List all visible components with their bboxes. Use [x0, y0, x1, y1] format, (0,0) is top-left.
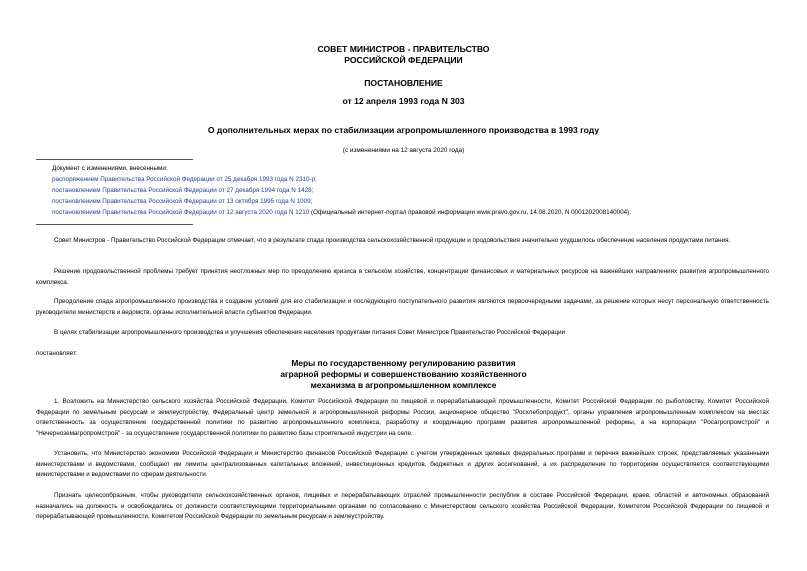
paragraph: Преодоление спада агропромышленного производства и создание условий для его стабилизации и последующего поступательного развития являются первоочередными задачами, за решение которых несут персональную ответственность руководители министерств и ведомств, органы исполнительной власти субъектов Федерации.	[36, 298, 769, 316]
amended-note: (с изменениями на 12 августа 2020 года)	[342, 147, 465, 154]
amendment-link[interactable]: постановлением Правительства Российской Федерации от 27 декабря 1994 года N 1428;	[52, 187, 314, 194]
issuer-line-2: РОССИЙСКОЙ ФЕДЕРАЦИИ	[344, 55, 463, 65]
resolution-word: постановляет:	[36, 350, 78, 357]
amendment-source: (Официальный интернет-портал правовой информации www.pravo.gov.ru, 14.08.2020, N 0001202008140004).	[309, 209, 632, 216]
amendments-list	[52, 163, 772, 218]
paragraph: Признать целесообразным, чтобы руководители сельскохозяйственных органов, пищевых и перерабатывающих отраслей промышленности республик в составе Российской Федерации, краев, областей и автономных образований назначались на должность и освобождались от должности соответствующими территориальными органами по согласованию с Министерством сельского хозяйства Российской Федерации, Комитетом Российской Федерации по пищевой и перерабатывающей промышленности, Комитетом Российской Федерации по земельным ресурсам и землеустройству.	[36, 492, 769, 520]
amendment-item	[52, 185, 772, 196]
paragraph: Установить, что Министерство экономики Российской Федерации и Министерство финансов Российской Федерации с учетом утвержденных целевых федеральных программ и перечня важнейших строек, представляемых указанными министерствами и ведомствами, сообщают им лимиты централизованных капитальных вложений, инвестиционных кредитов, бюджетных и других ассигнований, а их распределение по территориям осуществляется соответствующими министерствами и ведомствами по сферам деятельности.	[36, 450, 769, 478]
paragraph: 1. Возложить на Министерство сельского хозяйства Российской Федерации, Комитет Российской Федерации по пищевой и перерабатывающей промышленности, Комитет Российской Федерации по рыболовству, Комитет Российской Федерации по земельным ресурсам и землеустройству, Федеральный центр земельной и агропромышленной реформы России, акционерное общество "Росхлебопродукт", органы управления агропромышленным комплексом на местах ответственность за осуществление государственной политики по развитию агропромышленного комплекса, разработку и координацию программ развития агропромышленной реформы, а на корпорации "Росагропромстрой" и "Нечерноземагропромстрой" - за осуществление государственной политики по развитию базы строительной индустрии на селе.	[36, 398, 769, 437]
section-title: Меры по государственному регулированию развития аграрной реформы и совершенствованию хозяйственного механизма в агропромышленном комплексе	[280, 358, 527, 390]
paragraph: Совет Министров - Правительство Российской Федерации отмечает, что в результате спада производства сельскохозяйственной продукции и продовольствия значительно ухудшилось обеспечение населения продуктами питания.	[54, 237, 731, 244]
amendment-link[interactable]: распоряжением Правительства Российской Федерации от 25 декабря 1993 года N 2310-р;	[52, 176, 317, 183]
amendment-link[interactable]: постановлением Правительства Российской Федерации от 12 августа 2020 года N 1210	[52, 209, 310, 216]
amendment-item	[52, 174, 772, 185]
amendments-intro: Документ с изменениями, внесенными:	[52, 165, 168, 172]
document-date: от 12 апреля 1993 года N 303	[342, 96, 465, 106]
amendment-link[interactable]: постановлением Правительства Российской Федерации от 13 октября 1995 года N 1009;	[52, 198, 313, 205]
divider-top	[36, 159, 193, 160]
amendment-item	[52, 196, 772, 207]
amendment-item	[52, 207, 772, 218]
divider-bottom	[36, 224, 193, 225]
document-type: ПОСТАНОВЛЕНИЕ	[364, 78, 443, 88]
issuer-line-1: СОВЕТ МИНИСТРОВ - ПРАВИТЕЛЬСТВО	[317, 44, 490, 54]
document-title: О дополнительных мерах по стабилизации агропромышленного производства в 1993 году	[207, 125, 600, 135]
paragraph: В целях стабилизации агропромышленного производства и улучшения обеспечения населения продуктами питания Совет Министров Правительство Российской Федерации	[54, 329, 566, 336]
paragraph: Решение продовольственной проблемы требует принятия неотложных мер по преодолению кризиса в сельском хозяйстве, концентрации финансовых и материальных ресурсов на важнейших направлениях развития агропромышленного комплекса.	[36, 268, 769, 286]
